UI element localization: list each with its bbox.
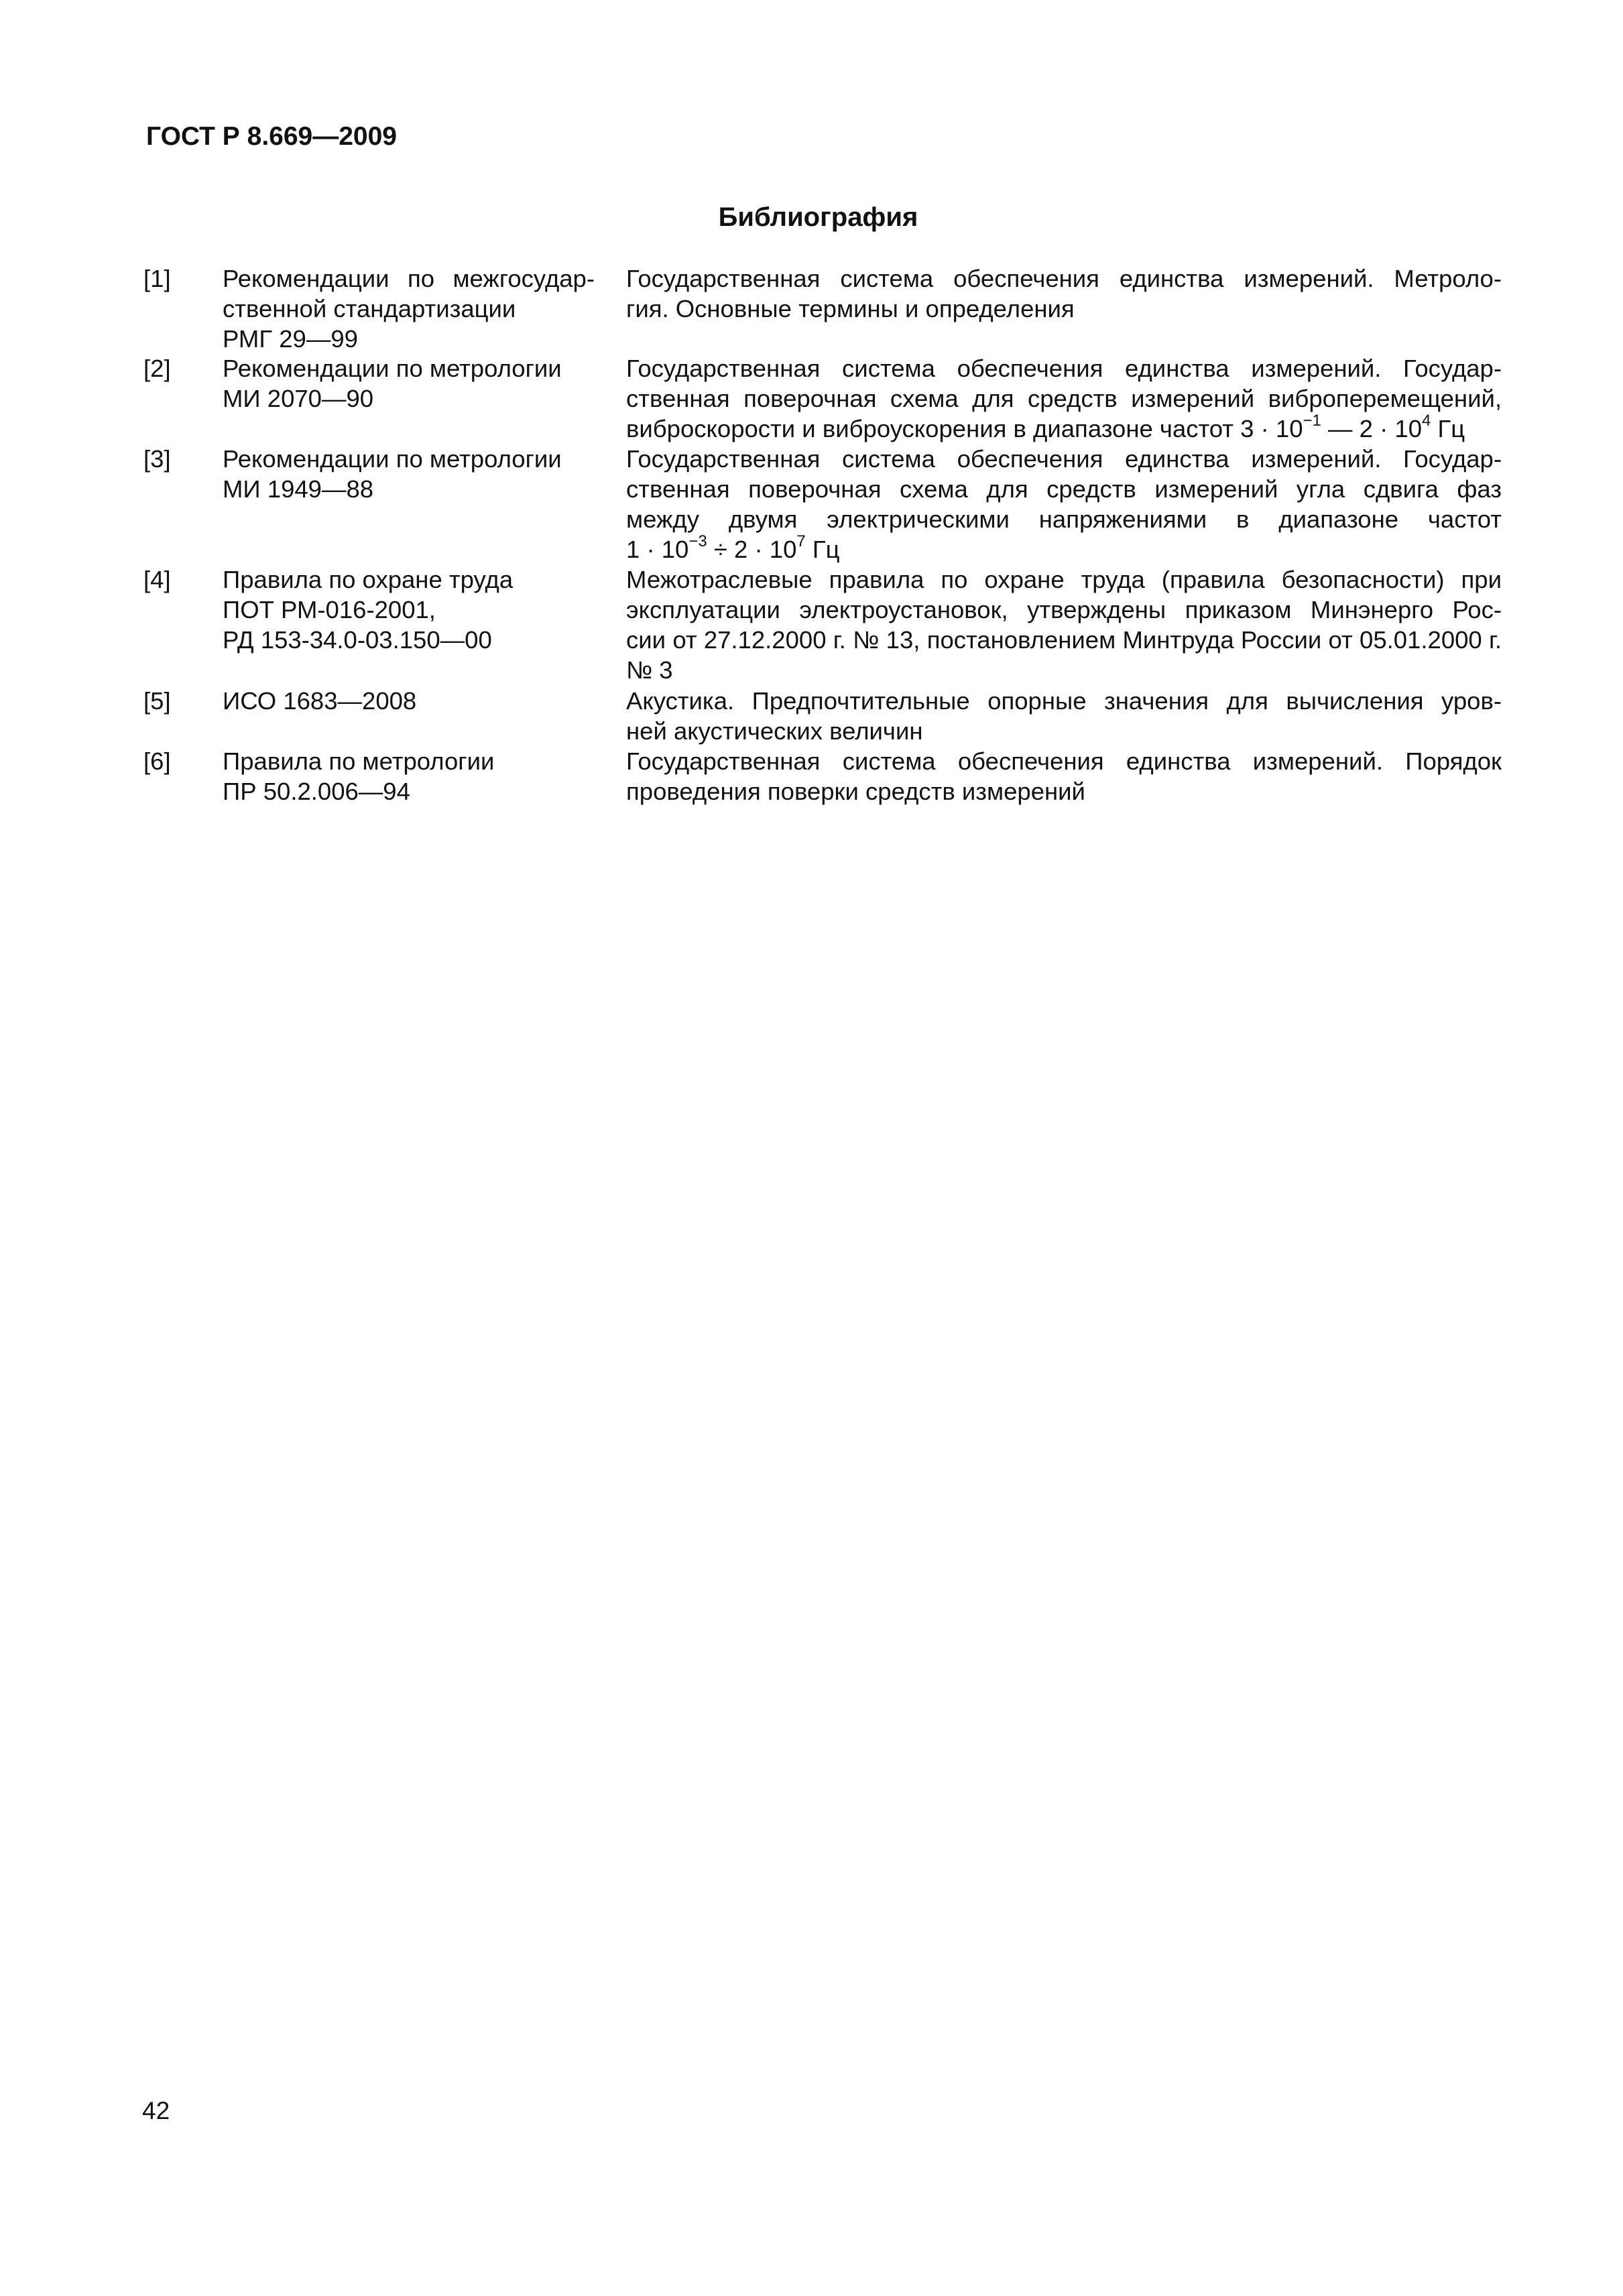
source-line: Рекомендации по метрологии	[223, 445, 562, 473]
formula-unit: Гц	[805, 536, 840, 563]
section-title: Библиография	[718, 202, 918, 232]
source-line: МИ 2070—90	[223, 385, 374, 412]
description-line: Межотраслевые правила по охране труда (правила безопасности) при	[626, 566, 1502, 593]
entry-number: [2]	[143, 355, 171, 382]
description-line: проведения поверки средств измерений	[626, 778, 1085, 805]
description-line: ственная поверочная схема для средств измерений виброперемещений,	[626, 385, 1502, 412]
description-line: Государственная система обеспечения единства измерений. Государ-	[626, 445, 1502, 473]
formula-line	[626, 534, 1502, 564]
formula-exponent: 4	[1422, 411, 1431, 430]
description-line: Государственная система обеспечения единства измерений. Государ-	[626, 355, 1502, 382]
entry-description	[626, 353, 1502, 444]
entry-description	[626, 746, 1502, 806]
entry-description	[626, 686, 1502, 746]
source-line: МИ 1949—88	[223, 475, 374, 503]
formula-exponent: 7	[796, 532, 806, 550]
source-line: Рекомендации по метрологии	[223, 355, 562, 382]
description-line: ней акустических величин	[626, 717, 923, 745]
source-line: РД 153-34.0-03.150—00	[223, 626, 492, 654]
formula-exponent: −1	[1303, 411, 1321, 430]
entry-source	[223, 353, 595, 414]
entry-number: [6]	[143, 747, 171, 775]
description-line: эксплуатации электроустановок, утверждены приказом Минэнерго Рос-	[626, 596, 1502, 623]
description-line: между двумя электрическими напряжениями в диапазоне частот	[626, 505, 1502, 533]
formula-text: 1 · 10	[626, 536, 689, 563]
entry-source	[223, 263, 595, 354]
entry-source	[223, 686, 595, 716]
entry-description	[626, 444, 1502, 564]
document-header: ГОСТ Р 8.669—2009	[146, 122, 397, 151]
formula-line	[626, 411, 1502, 444]
description-line: № 3	[626, 656, 673, 684]
source-line: РМГ 29—99	[223, 325, 358, 353]
source-line: ственной стандартизации	[223, 295, 516, 322]
source-line: ПОТ РМ-016-2001,	[223, 596, 436, 623]
entry-description	[626, 564, 1502, 685]
entry-source	[223, 746, 595, 806]
entry-description	[626, 263, 1502, 324]
formula-exponent: −3	[688, 532, 707, 550]
entry-source	[223, 564, 595, 655]
description-line: ственная поверочная схема для средств измерений угла сдвига фаз	[626, 475, 1502, 503]
formula-text: виброскорости и виброускорения в диапазоне частот 3 · 10	[626, 415, 1303, 442]
entry-number: [5]	[143, 687, 171, 715]
formula-unit: Гц	[1431, 415, 1465, 442]
entry-source	[223, 444, 595, 504]
formula-text: — 2 · 10	[1321, 415, 1422, 442]
source-line: Правила по охране труда	[223, 566, 514, 593]
source-line: ИСО 1683—2008	[223, 687, 417, 715]
source-line: Рекомендации по межгосудар-	[223, 265, 595, 292]
description-line: Акустика. Предпочтительные опорные значения для вычисления уров-	[626, 687, 1502, 715]
page-number: 42	[142, 2097, 170, 2124]
description-line: сии от 27.12.2000 г. № 13, постановлением Минтруда России от 05.01.2000 г.	[626, 626, 1502, 654]
formula-text: ÷ 2 · 10	[707, 536, 797, 563]
entry-number: [3]	[143, 445, 171, 473]
entry-number: [1]	[143, 265, 171, 292]
source-line: ПР 50.2.006—94	[223, 778, 410, 805]
description-line: Государственная система обеспечения единства измерений. Метроло-	[626, 265, 1502, 292]
entry-number: [4]	[143, 566, 171, 593]
source-line: Правила по метрологии	[223, 747, 495, 775]
description-line: Государственная система обеспечения единства измерений. Порядок	[626, 747, 1502, 775]
description-line: гия. Основные термины и определения	[626, 295, 1075, 322]
